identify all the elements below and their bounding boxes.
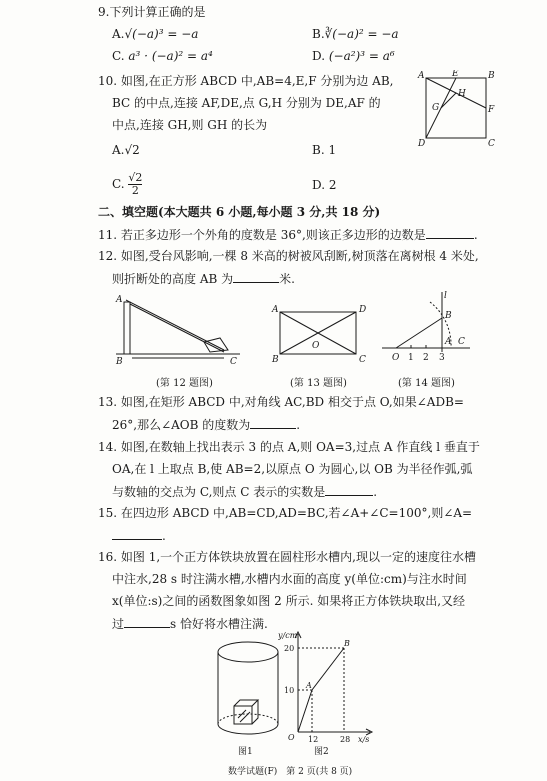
- q12-line1: 12. 如图,受台风影响,一棵 8 米高的树被风刮断,树顶落在离树根 4 米处,: [98, 249, 479, 263]
- cube-front: [234, 706, 252, 724]
- graph-line: [298, 648, 344, 732]
- label-l: l: [444, 291, 447, 301]
- page-footer: 数学试题(F) 第 2 页(共 8 页): [228, 767, 353, 777]
- label-a: A: [272, 305, 279, 315]
- q14-line1: 14. 如图,在数轴上找出表示 3 的点 A,则 OA=3,过点 A 作直线 l 垂直于: [98, 440, 480, 454]
- label-b: B: [116, 357, 123, 366]
- broken-top: [130, 304, 224, 352]
- label-f: F: [488, 105, 495, 115]
- label-c: C: [458, 337, 465, 347]
- q10-option-d: D. 2: [312, 178, 337, 192]
- x-axis-label: x/s: [358, 735, 370, 744]
- label-d: D: [418, 139, 426, 148]
- cube-top: [234, 700, 258, 706]
- q9-option-a: A.√(−a)³ = −a: [112, 27, 199, 41]
- label-c: C: [488, 139, 495, 148]
- label-b: B: [272, 355, 279, 364]
- tick-label-1: 1: [408, 353, 414, 363]
- q10-line1: 10. 如图,在正方形 ABCD 中,AB=4,E,F 分别为边 AB,: [98, 74, 394, 88]
- q14-line3: 与数轴的交点为 C,则点 C 表示的实数是 .: [112, 485, 378, 499]
- y-axis-label: y/cm: [278, 631, 298, 640]
- label-c: C: [230, 357, 237, 366]
- leaf-shape: [204, 338, 228, 352]
- q16-line1: 16. 如图 1,一个正方体铁块放置在圆柱形水槽内,现以一定的速度往水槽: [98, 550, 476, 564]
- q13-line1: 13. 如图,在矩形 ABCD 中,对角线 AC,BD 相交于点 O,如果∠ADB=: [98, 395, 464, 409]
- origin-label: O: [288, 733, 295, 742]
- q15-line1: 15. 在四边形 ABCD 中,AB=CD,AD=BC,若∠A+∠C=100°,则∠A=: [98, 506, 473, 520]
- tank-top: [218, 642, 278, 662]
- tank-bottom-back: [218, 714, 278, 724]
- segment-gh: [441, 93, 456, 108]
- label-o: O: [392, 353, 400, 363]
- q10-option-a: A.√2: [112, 143, 140, 157]
- q13-line2: 26°,那么∠AOB 的度数为 .: [112, 418, 301, 432]
- tick-label-2: 2: [423, 353, 429, 363]
- q12-line2: 则折断处的高度 AB 为 米.: [112, 272, 295, 286]
- q14-line2: OA,在 l 上取点 B,使 AB=2,以原点 O 为圆心,以 OB 为半径作弧,弧: [112, 462, 473, 476]
- q12-caption: (第 12 题图): [156, 378, 213, 389]
- q10-option-c: C. $\frac{√2}{2}$: [112, 171, 143, 197]
- q10-line3: 中点,连接 GH,则 GH 的长为: [112, 118, 268, 132]
- q9-option-d: D. (−a²)³ = a⁶: [312, 49, 395, 63]
- q9-stem: 9.下列计算正确的是: [98, 5, 206, 19]
- q10-square-figure: [414, 70, 498, 148]
- q14-number-line-figure: [378, 288, 474, 368]
- q16-line2: 中注水,28 s 时注满水槽,水槽内水面的高度 y(单位:cm)与注水时间: [112, 572, 467, 586]
- q12-tree-figure: [112, 294, 247, 366]
- label-e: E: [452, 70, 459, 79]
- cube-hatch-2: [240, 712, 250, 722]
- q16-tank-figure: [212, 638, 284, 744]
- q16-fig1-caption: 图1: [238, 747, 253, 757]
- tick-label-3: 3: [439, 353, 445, 363]
- q11: 11. 若正多边形一个外角的度数是 36°,则该正多边形的边数是 .: [98, 228, 478, 242]
- q9-option-b: B.∛(−a)² = −a: [312, 27, 399, 41]
- label-a: A: [418, 71, 425, 81]
- x-tick-28: 28: [340, 735, 351, 744]
- label-o: O: [312, 341, 320, 351]
- q13-caption: (第 13 题图): [290, 378, 347, 389]
- label-h: H: [458, 89, 466, 99]
- q14-caption: (第 14 题图): [398, 378, 455, 389]
- q13-rectangle-figure: [268, 302, 368, 364]
- label-c: C: [359, 355, 366, 364]
- label-b: B: [445, 311, 452, 321]
- q16-line4: 过 s 恰好将水槽注满.: [112, 617, 268, 631]
- y-tick-10: 10: [284, 686, 295, 695]
- label-d: D: [359, 305, 367, 315]
- label-a: A: [116, 295, 123, 305]
- y-tick-20: 20: [284, 644, 295, 653]
- label-a: A: [445, 337, 452, 347]
- tank-bottom: [218, 724, 278, 734]
- q16-fig2-caption: 图2: [314, 747, 329, 757]
- broken-top-edge: [126, 300, 224, 350]
- label-g: G: [432, 103, 440, 113]
- section-heading: 二、填空题(本大题共 6 小题,每小题 3 分,共 18 分): [98, 205, 381, 219]
- q16-graph-figure: [278, 628, 376, 744]
- q15-line2: .: [112, 528, 166, 544]
- label-b: B: [488, 71, 495, 81]
- point-b-label: B: [344, 639, 350, 648]
- point-a-label: A: [306, 681, 312, 690]
- segment-ob: [396, 318, 442, 348]
- q10-option-b: B. 1: [312, 143, 337, 157]
- q16-line3: x(单位:s)之间的函数图象如图 2 所示. 如果将正方体铁块取出,又经: [112, 594, 466, 608]
- tree-trunk: [124, 302, 130, 354]
- x-tick-12: 12: [308, 735, 319, 744]
- q10-line2: BC 的中点,连接 AF,DE,点 G,H 分别为 DE,AF 的: [112, 96, 381, 110]
- q9-option-c: C. a³ · (−a)² = a⁴: [112, 49, 213, 63]
